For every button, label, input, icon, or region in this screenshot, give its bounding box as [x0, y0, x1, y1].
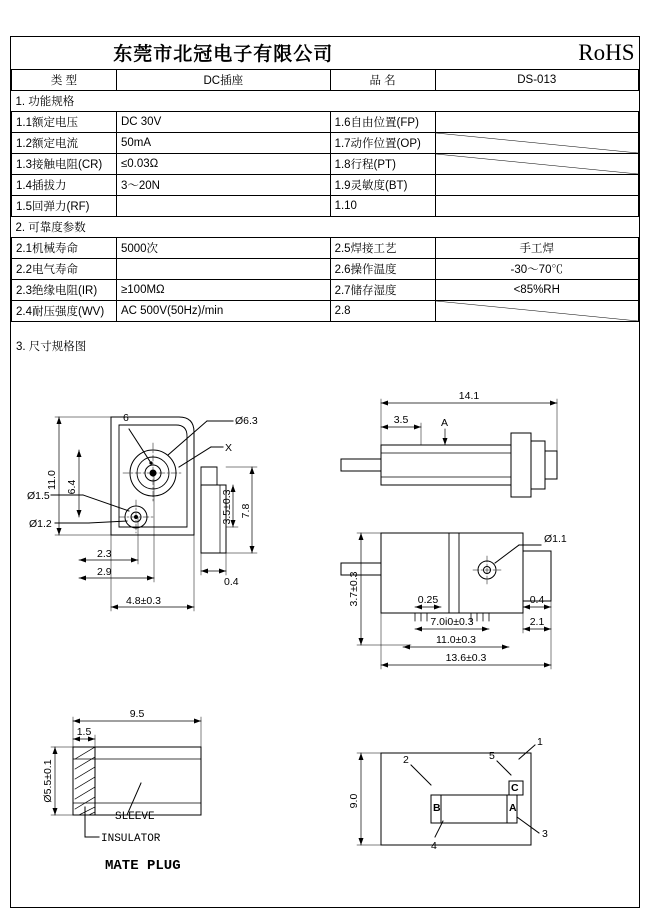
label-w-13-6: 13.6±0.3	[445, 652, 487, 664]
table-row	[12, 174, 639, 195]
func-label-1-7: 1.7动作位置(OP)	[330, 132, 435, 153]
section-1-row	[12, 90, 639, 111]
label-sleeve: SLEEVE	[115, 811, 155, 823]
name-label: 品 名	[330, 69, 435, 90]
label-w-9-5: 9.5	[129, 708, 145, 720]
label-h-9-0: 9.0	[348, 793, 360, 809]
company-name: 东莞市北冠电子有限公司	[12, 37, 436, 69]
func-value-1-6	[435, 111, 638, 132]
label-w-0-25: 0.25	[417, 594, 439, 606]
label-w-2-1: 2.1	[529, 616, 545, 628]
label-w-4-8: 4.8±0.3	[126, 595, 161, 607]
rely-value-2-1: 5000次	[116, 237, 330, 258]
label-dia-1-2: Ø1.2	[29, 518, 52, 530]
label-contact-B: B	[433, 802, 441, 814]
rely-value-2-5: 手工焊	[435, 237, 638, 258]
func-label-1-5: 1.5回弹力(RF)	[12, 195, 117, 216]
label-t-7-8: 7.8	[240, 503, 252, 519]
section-3-heading: 3. 尺寸规格图	[16, 341, 87, 353]
label-w-3-5: 3.5	[393, 414, 409, 426]
func-label-1-8: 1.8行程(PT)	[330, 153, 435, 174]
rely-value-2-6: -30～70℃	[435, 258, 638, 279]
specification-table	[11, 37, 639, 322]
rohs-mark: RoHS	[435, 37, 638, 69]
func-value-1-4: 3～20N	[116, 174, 330, 195]
ident-row	[12, 69, 639, 90]
dimension-drawings	[11, 355, 639, 907]
table-row	[12, 300, 639, 321]
func-value-1-8	[435, 153, 638, 174]
label-mark-A-top: A	[441, 417, 449, 429]
label-mate-plug-title: MATE PLUG	[105, 858, 181, 874]
label-w-0-4: 0.4	[529, 594, 545, 606]
func-label-1-6: 1.6自由位置(FP)	[330, 111, 435, 132]
label-t-0-4: 0.4	[224, 576, 239, 588]
rely-value-2-2	[116, 258, 330, 279]
label-contact-4: 4	[431, 840, 437, 852]
func-label-1-10: 1.10	[330, 195, 435, 216]
section-1-heading: 1. 功能规格	[12, 90, 639, 111]
name-value: DS-013	[435, 69, 638, 90]
drawings-svg	[11, 355, 639, 907]
label-contact-A: A	[509, 802, 517, 814]
side-view	[341, 533, 551, 669]
func-label-1-4: 1.4插拔力	[12, 174, 117, 195]
table-row	[12, 279, 639, 300]
rely-label-2-1: 2.1机械寿命	[12, 237, 117, 258]
section-2-row	[12, 216, 639, 237]
label-contact-5: 5	[489, 750, 495, 762]
label-contact-C: C	[511, 782, 519, 794]
func-value-1-2: 50mA	[116, 132, 330, 153]
label-w-7-0: 7.0i0±0.3	[430, 616, 474, 628]
func-label-1-1: 1.1额定电压	[12, 111, 117, 132]
table-row	[12, 195, 639, 216]
table-row	[12, 111, 639, 132]
func-value-1-7	[435, 132, 638, 153]
rely-value-2-8	[435, 300, 638, 321]
rely-label-2-2: 2.2电气寿命	[12, 258, 117, 279]
func-label-1-3: 1.3接触电阻(CR)	[12, 153, 117, 174]
rely-label-2-4: 2.4耐压强度(WV)	[12, 300, 117, 321]
rely-label-2-3: 2.3绝缘电阻(IR)	[12, 279, 117, 300]
type-label: 类 型	[12, 69, 117, 90]
label-dia-5-5: Ø5.5±0.1	[42, 759, 54, 803]
func-value-1-5	[116, 195, 330, 216]
rely-label-2-5: 2.5焊接工艺	[330, 237, 435, 258]
table-row	[12, 258, 639, 279]
table-row	[12, 237, 639, 258]
rely-value-2-3: ≥100MΩ	[116, 279, 330, 300]
table-row	[12, 153, 639, 174]
label-w-2-9: 2.9	[97, 566, 112, 578]
label-dia-1-5: Ø1.5	[27, 490, 50, 502]
label-x-mark: X	[225, 442, 233, 454]
top-view	[341, 399, 557, 497]
label-w-14-1: 14.1	[458, 390, 480, 402]
table-row	[12, 132, 639, 153]
rely-label-2-7: 2.7储存湿度	[330, 279, 435, 300]
rely-value-2-7: <85%RH	[435, 279, 638, 300]
title-row	[12, 37, 639, 69]
label-dia-1-1: Ø1.1	[544, 533, 567, 545]
func-label-1-9: 1.9灵敏度(BT)	[330, 174, 435, 195]
func-value-1-9	[435, 174, 638, 195]
rely-label-2-6: 2.6操作温度	[330, 258, 435, 279]
func-value-1-1: DC 30V	[116, 111, 330, 132]
label-insulator: INSULATOR	[101, 833, 161, 845]
label-h-6-4: 6.4	[66, 479, 78, 495]
rely-label-2-8: 2.8	[330, 300, 435, 321]
label-callout-6: 6	[123, 412, 129, 424]
label-t-3-5: 3.5±0.3	[221, 489, 233, 525]
label-contact-1: 1	[537, 736, 543, 748]
contact-view	[357, 745, 539, 845]
label-h-3-7: 3.7±0.3	[348, 571, 360, 607]
label-contact-3: 3	[542, 828, 548, 840]
func-value-1-3: ≤0.03Ω	[116, 153, 330, 174]
func-value-1-10	[435, 195, 638, 216]
func-label-1-2: 1.2额定电流	[12, 132, 117, 153]
rely-value-2-4: AC 500V(50Hz)/min	[116, 300, 330, 321]
section-2-heading: 2. 可靠度参数	[12, 216, 639, 237]
label-w-2-3: 2.3	[97, 548, 112, 560]
label-contact-2: 2	[403, 754, 409, 766]
type-value: DC插座	[116, 69, 330, 90]
label-h-11-0: 11.0	[46, 470, 58, 490]
label-w-1-5: 1.5	[76, 726, 92, 738]
label-w-11-0: 11.0±0.3	[435, 634, 477, 646]
label-dia-6-3: Ø6.3	[235, 415, 258, 427]
